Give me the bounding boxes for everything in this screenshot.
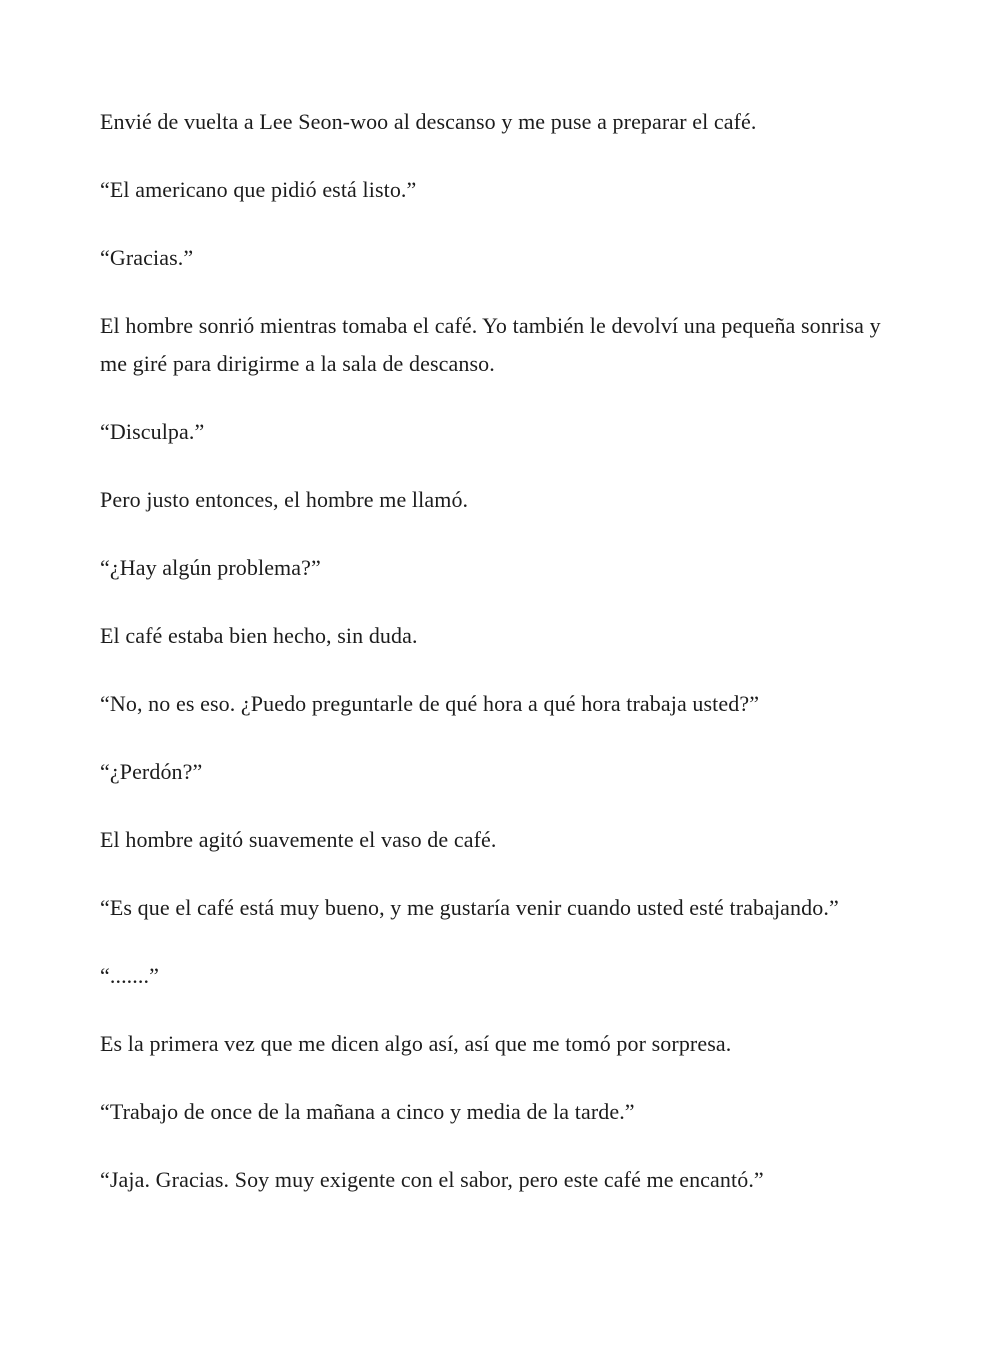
paragraph: El hombre sonrió mientras tomaba el café. Yo también le devolví una pequeña sonrisa y me giré para dirigirme a la sala de descanso. [100, 313, 881, 376]
paragraph: “Es que el café está muy bueno, y me gustaría venir cuando usted esté trabajando.” [100, 895, 839, 920]
paragraph: “¿Perdón?” [100, 759, 203, 784]
paragraph: “No, no es eso. ¿Puedo preguntarle de qué hora a qué hora trabaja usted?” [100, 691, 760, 716]
paragraph: “Gracias.” [100, 245, 194, 270]
paragraph: Envié de vuelta a Lee Seon-woo al descanso y me puse a preparar el café. [100, 109, 757, 134]
paragraph: “Disculpa.” [100, 419, 205, 444]
paragraph: “.......” [100, 963, 159, 988]
paragraph: “Jaja. Gracias. Soy muy exigente con el sabor, pero este café me encantó.” [100, 1167, 764, 1192]
paragraph: Es la primera vez que me dicen algo así, así que me tomó por sorpresa. [100, 1031, 732, 1056]
paragraph: “Trabajo de once de la mañana a cinco y media de la tarde.” [100, 1099, 635, 1124]
paragraph: Pero justo entonces, el hombre me llamó. [100, 487, 469, 512]
paragraph: “¿Hay algún problema?” [100, 555, 321, 580]
paragraph: El café estaba bien hecho, sin duda. [100, 623, 418, 648]
paragraph: “El americano que pidió está listo.” [100, 177, 417, 202]
paragraph: El hombre agitó suavemente el vaso de café. [100, 827, 497, 852]
